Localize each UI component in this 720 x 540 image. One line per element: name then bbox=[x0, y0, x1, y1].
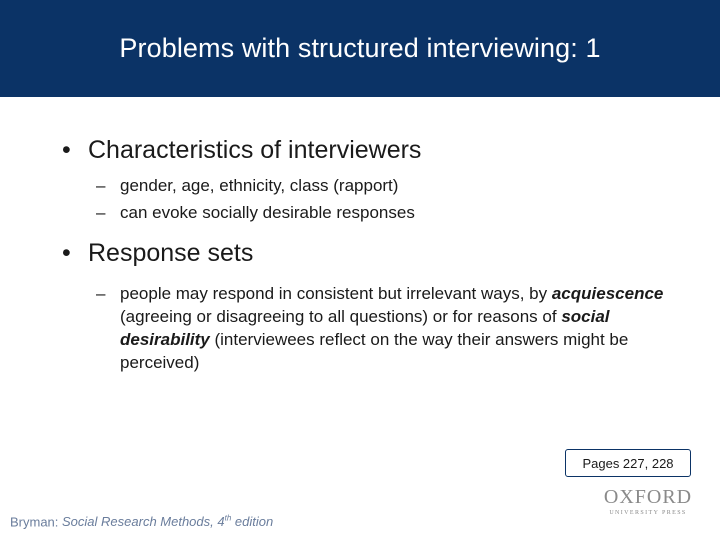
footer-edition: edition bbox=[231, 514, 274, 530]
sub-bullet-gender bbox=[62, 174, 682, 197]
footer-author: Bryman: bbox=[10, 514, 63, 530]
oxford-logo bbox=[598, 486, 698, 518]
footer-sup: th bbox=[224, 514, 232, 523]
logo-name: OXFORD bbox=[603, 486, 693, 508]
footer-book: Social Research Methods, 4 bbox=[62, 514, 225, 530]
bullet-characteristics: • Characteristics of interviewers bbox=[62, 133, 682, 167]
slide-content bbox=[62, 130, 682, 374]
logo-press: UNIVERSITY PRESS bbox=[609, 510, 687, 516]
text-part: (interviewees reflect on the way their answers might be perceived) bbox=[120, 330, 629, 372]
slide-title: Problems with structured interviewing: 1 bbox=[119, 33, 601, 63]
emphasis-acquiescence: acquiescence bbox=[551, 284, 664, 303]
sub-bullet-socially-desirable bbox=[62, 201, 682, 224]
text-part: people may respond in consistent but irrelevant ways, by bbox=[120, 284, 552, 303]
bullet-response-sets: • Response sets bbox=[62, 236, 682, 270]
page-reference-box: Pages 227, 228 bbox=[565, 449, 691, 477]
emphasis-social-desirability: social desirability bbox=[120, 307, 610, 349]
title-bar bbox=[0, 0, 720, 97]
dash-marker: – bbox=[96, 284, 106, 303]
footer-citation bbox=[10, 514, 273, 529]
sub-bullet-text: gender, age, ethnicity, class (rapport) bbox=[120, 176, 399, 195]
dash-marker: – bbox=[96, 203, 106, 222]
sub-bullet-text: can evoke socially desirable responses bbox=[120, 203, 415, 222]
sub-bullet-response-sets bbox=[62, 282, 682, 374]
dash-marker: – bbox=[96, 176, 106, 195]
text-part: (agreeing or disagreeing to all questions) or for reasons of bbox=[120, 307, 562, 326]
